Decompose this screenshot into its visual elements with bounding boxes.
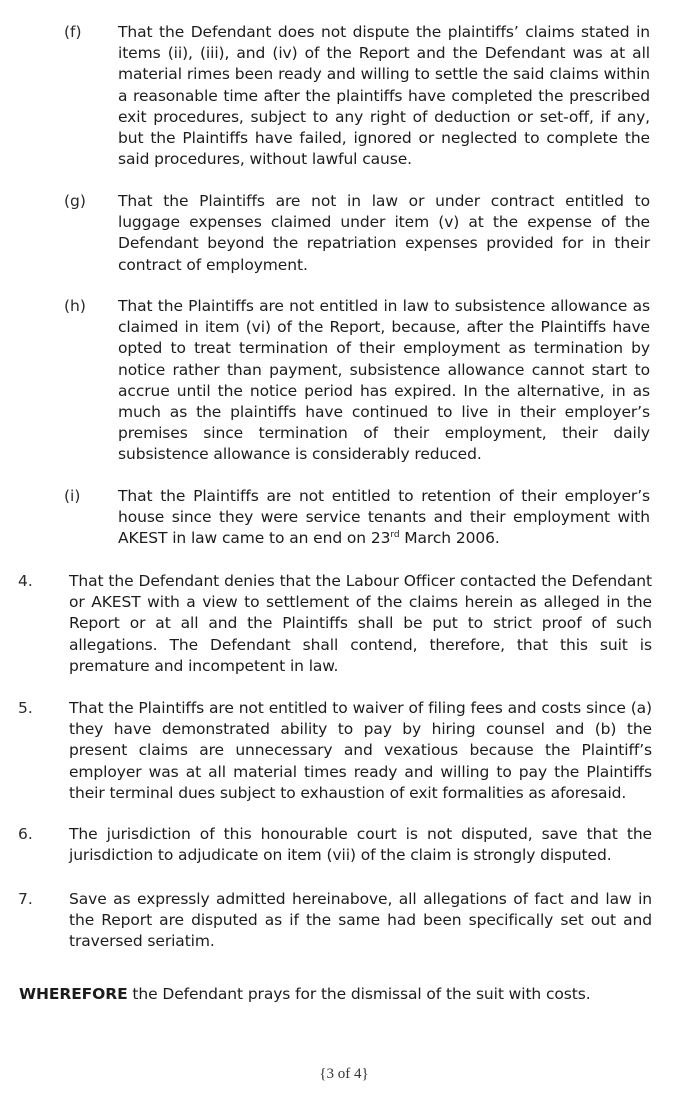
paragraph-number: 4.	[18, 572, 33, 590]
sub-paragraph-text	[118, 486, 650, 550]
prayer-text: the Defendant prays for the dismissal of the suit with costs.	[127, 985, 591, 1003]
sub-paragraph-label: (f)	[64, 23, 82, 41]
page-number: {3 of 4}	[319, 1066, 369, 1082]
paragraph-text: Save as expressly admitted hereinabove, all allegations of fact and law in the Report are disputed as if the same had been specifically set out and traversed seriatim.	[69, 890, 652, 951]
sub-paragraph-text: That the Plaintiffs are not entitled in law to subsistence allowance as claimed in item (vi) of the Report, because, after the Plaintiffs have opted to treat termination of their employment as termination by notice rather than payment, subsistence allowance cannot start to accrue until the notice period has expired. In the alternative, in as much as the plaintiffs have continued to live in their employer’s premises since termination of their employment, their daily subsistence allowance is considerably reduced.	[118, 297, 650, 464]
sub-paragraph-label: (g)	[64, 192, 86, 210]
sub-paragraph-label: (h)	[64, 297, 86, 315]
sub-paragraph-text: That the Plaintiffs are not in law or under contract entitled to luggage expenses claimed under item (v) at the expense of the Defendant beyond the repatriation expenses provided for in their contract of employment.	[118, 192, 650, 274]
paragraph-text: That the Plaintiffs are not entitled to waiver of filing fees and costs since (a) they have demonstrated ability to pay by hiring counsel and (b) the present claims are unnecessary and vexatious because the Plaintiff’s employer was at all material times ready and willing to pay the Plaintiffs their terminal dues subject to exhaustion of exit formalities as aforesaid.	[69, 699, 652, 802]
paragraph-number: 6.	[18, 825, 33, 843]
sub-paragraph-text-after: March 2006.	[399, 529, 500, 548]
paragraph-number: 5.	[18, 699, 33, 717]
sub-paragraph-label: (i)	[64, 487, 81, 505]
prayer-lead: WHEREFORE	[19, 985, 128, 1003]
paragraph-text: The jurisdiction of this honourable court is not disputed, save that the jurisdiction to adjudicate on item (vii) of the claim is strongly disputed.	[69, 825, 652, 865]
sub-paragraph-text: That the Defendant does not dispute the plaintiffs’ claims stated in items (ii), (iii), and (iv) of the Report and the Defendant was at all material rimes been ready and willing to settle the said claims within a reasonable time after the plaintiffs have completed the prescribed exit procedures, subject to any right of deduction or set-off, if any, but the Plaintiffs have failed, ignored or neglected to complete the said procedures, without lawful cause.	[118, 23, 650, 169]
prayer-clause	[19, 984, 659, 1005]
ordinal-suffix: rd	[390, 530, 400, 541]
sub-paragraph-text-before: That the Plaintiffs are not entitled to retention of their employer’s house since they were service tenants and their employment with AKEST in law came to an end on 23	[118, 487, 650, 548]
paragraph-number: 7.	[18, 890, 33, 908]
paragraph-text: That the Defendant denies that the Labour Officer contacted the Defendant or AKEST with a view to settlement of the claims herein as alleged in the Report or at all and the Plaintiffs shall be put to strict proof of such allegations. The Defendant shall contend, therefore, that this suit is premature and incompetent in law.	[69, 572, 652, 675]
